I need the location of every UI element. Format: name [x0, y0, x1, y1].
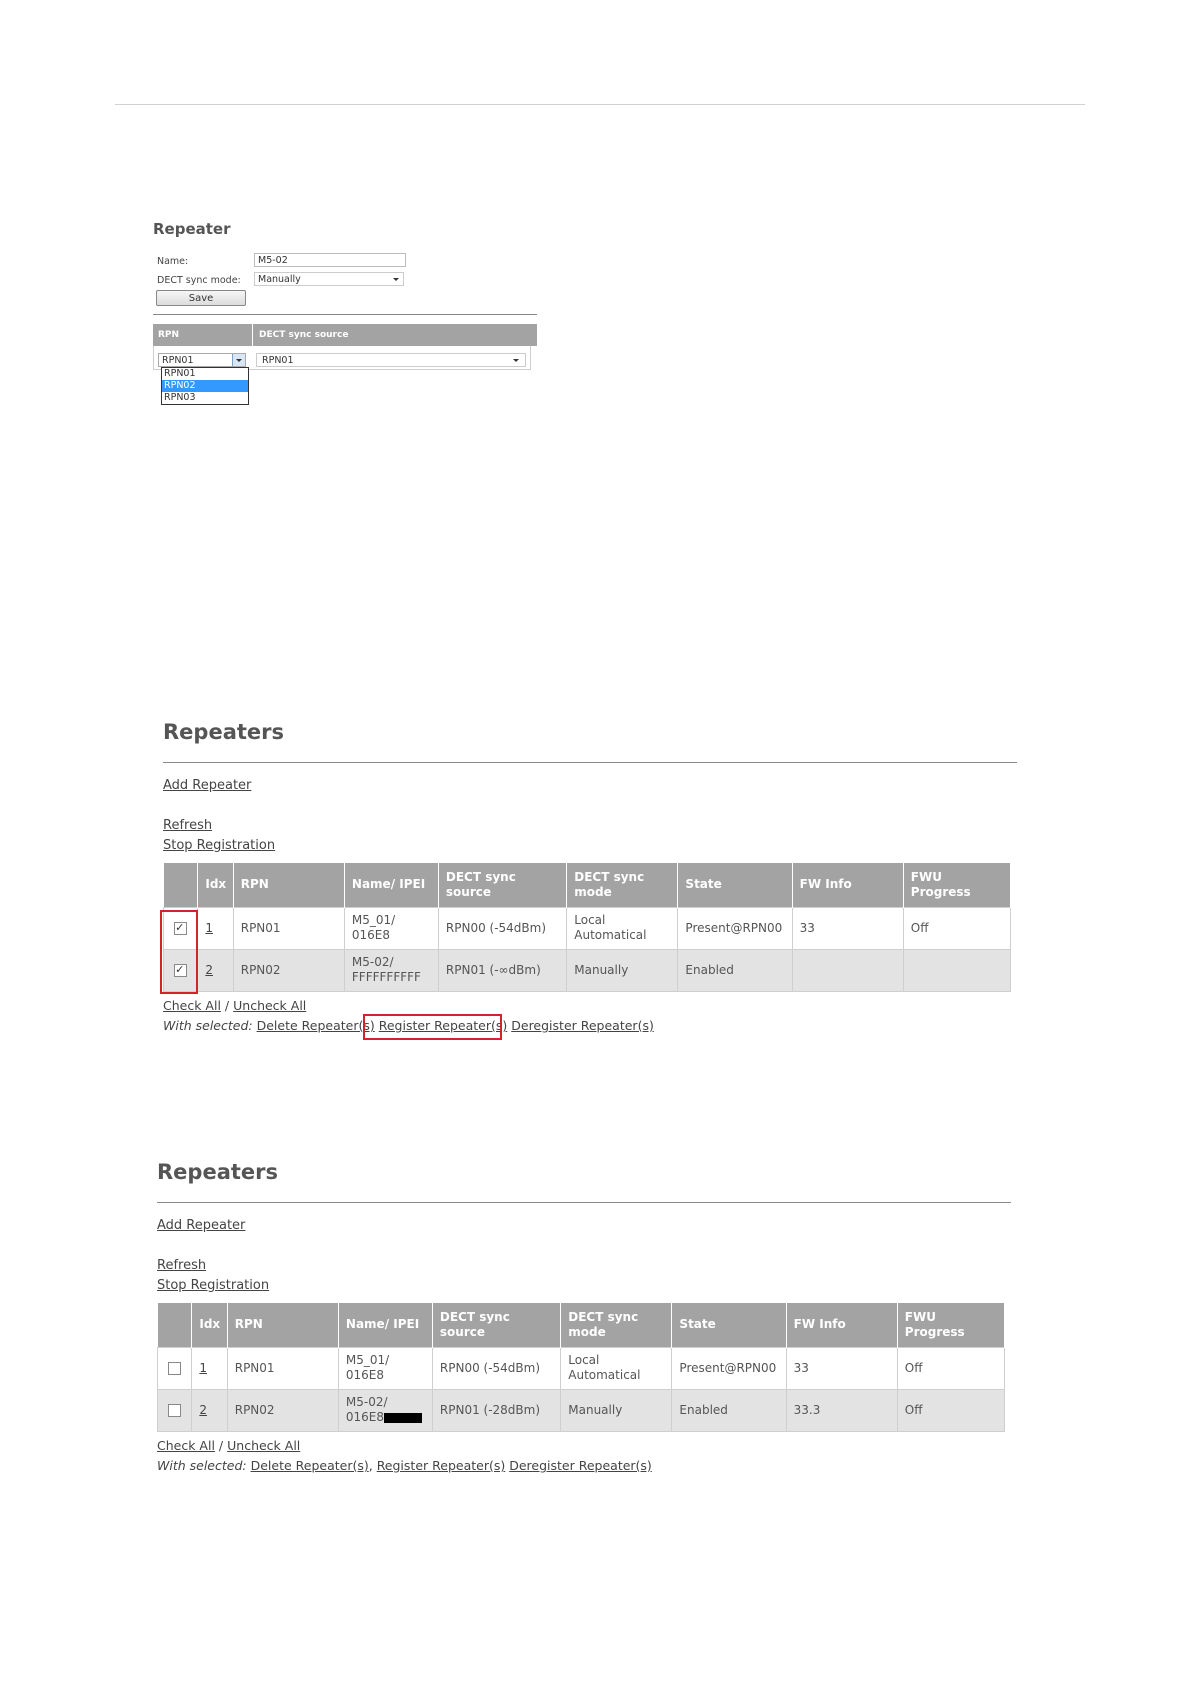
sync-source-cell: RPN00 (-54dBm)	[432, 1347, 560, 1389]
column-header-rpn: RPN	[153, 324, 253, 346]
state-cell: Present@RPN00	[672, 1347, 786, 1389]
repeater-edit-panel	[153, 220, 553, 420]
column-header-fwu-progress: FWU Progress	[903, 863, 1010, 907]
repeaters-table	[163, 863, 1011, 992]
bulk-actions-bar: With selected: Delete Repeater(s), Register Repeater(s) Deregister Repeater(s)	[157, 1458, 652, 1473]
column-header-sync-mode: DECT sync mode	[561, 1303, 672, 1347]
idx-link[interactable]: 2	[199, 1402, 207, 1417]
register-highlight-box	[363, 1014, 502, 1040]
fwu-progress-cell: Off	[897, 1389, 1004, 1431]
table-row	[158, 1389, 1005, 1431]
fw-info-cell	[792, 949, 903, 991]
check-all-link[interactable]: Check All	[163, 998, 221, 1013]
idx-cell	[198, 907, 233, 949]
idx-cell	[192, 1389, 227, 1431]
name-text: M5_01/	[345, 1353, 390, 1367]
separator: /	[224, 998, 230, 1013]
with-selected-label: With selected:	[163, 1018, 253, 1033]
row-select-cell	[158, 1347, 192, 1389]
table-row	[164, 949, 1011, 991]
idx-link[interactable]: 2	[205, 962, 213, 977]
name-input[interactable]: M5-02	[254, 253, 406, 267]
sync-mode-value: Manually	[258, 274, 301, 285]
fwu-progress-cell: Off	[903, 907, 1010, 949]
table-header-row	[164, 863, 1011, 907]
name-ipei-cell	[344, 949, 438, 991]
column-header-idx: Idx	[198, 863, 233, 907]
state-cell: Enabled	[678, 949, 792, 991]
row-checkbox[interactable]	[168, 1362, 181, 1375]
ipei-text: 016E8	[345, 1368, 385, 1382]
name-text: M5-02/	[351, 955, 394, 969]
state-cell: Enabled	[672, 1389, 786, 1431]
sync-mode-cell: Local Automatical	[561, 1347, 672, 1389]
fw-info-cell: 33	[786, 1347, 897, 1389]
sync-source-select[interactable]	[256, 353, 526, 367]
sync-source-cell: RPN01 (-∞dBm)	[438, 949, 566, 991]
state-cell: Present@RPN00	[678, 907, 792, 949]
column-header-state: State	[672, 1303, 786, 1347]
delete-repeaters-link[interactable]: Delete Repeater(s)	[256, 1018, 375, 1033]
rpn-select[interactable]	[158, 353, 246, 367]
dropdown-option[interactable]: RPN01	[164, 368, 196, 379]
ipei-text: FFFFFFFFFF	[351, 970, 421, 984]
table-header-row	[158, 1303, 1005, 1347]
ipei-text: 016E8	[345, 1410, 385, 1424]
column-header-rpn: RPN	[227, 1303, 338, 1347]
idx-link[interactable]: 1	[205, 920, 213, 935]
sync-mode-cell: Manually	[567, 949, 678, 991]
idx-cell	[198, 949, 233, 991]
title-divider	[163, 762, 1017, 763]
refresh-link[interactable]: Refresh	[157, 1258, 207, 1273]
sync-mode-label: DECT sync mode:	[157, 275, 241, 286]
separator: /	[218, 1438, 224, 1453]
rpn-cell: RPN02	[227, 1389, 338, 1431]
chevron-down-icon	[393, 278, 399, 281]
with-selected-label: With selected:	[157, 1458, 247, 1473]
delete-repeaters-link[interactable]: Delete Repeater(s)	[250, 1458, 369, 1473]
chevron-down-icon	[513, 359, 519, 362]
add-repeater-link[interactable]: Add Repeater	[157, 1218, 246, 1233]
fwu-progress-cell: Off	[897, 1347, 1004, 1389]
dropdown-option[interactable]: RPN03	[164, 392, 196, 403]
rpn-select-value: RPN01	[162, 355, 194, 366]
dropdown-arrow-icon[interactable]	[232, 354, 245, 366]
register-repeaters-link[interactable]: Register Repeater(s)	[376, 1458, 506, 1473]
name-ipei-cell	[338, 1347, 432, 1389]
title-divider	[157, 1202, 1011, 1203]
save-button[interactable]: Save	[156, 290, 246, 306]
sync-source-cell: RPN00 (-54dBm)	[438, 907, 566, 949]
name-ipei-cell	[344, 907, 438, 949]
stop-registration-link[interactable]: Stop Registration	[163, 838, 276, 853]
column-header-idx: Idx	[192, 1303, 227, 1347]
repeaters-panel-result	[157, 1160, 1017, 1480]
rpn-dropdown-list	[161, 367, 249, 405]
panel-title: Repeater	[153, 220, 231, 238]
column-header-select	[158, 1303, 192, 1347]
page-top-divider	[115, 104, 1085, 105]
redaction-block	[384, 1413, 422, 1423]
deregister-repeaters-link[interactable]: Deregister Repeater(s)	[511, 1018, 654, 1033]
name-ipei-cell	[338, 1389, 432, 1431]
row-select-cell	[158, 1389, 192, 1431]
column-header-select	[164, 863, 198, 907]
repeaters-table	[157, 1303, 1005, 1432]
checkbox-highlight-box	[160, 910, 198, 994]
rpn-cell: RPN01	[227, 1347, 338, 1389]
refresh-link[interactable]: Refresh	[163, 818, 213, 833]
sync-source-cell: RPN01 (-28dBm)	[432, 1389, 560, 1431]
column-header-fw-info: FW Info	[786, 1303, 897, 1347]
fw-info-cell: 33.3	[786, 1389, 897, 1431]
sync-mode-cell: Manually	[561, 1389, 672, 1431]
idx-cell	[192, 1347, 227, 1389]
register-repeaters-link[interactable]: Register Repeater(s)	[378, 1018, 508, 1033]
column-header-fwu-progress: FWU Progress	[897, 1303, 1004, 1347]
table-row	[158, 1347, 1005, 1389]
sync-source-value: RPN01	[262, 355, 294, 366]
check-all-bar	[157, 1438, 300, 1453]
repeaters-panel-selected	[163, 720, 1023, 1040]
column-header-state: State	[678, 863, 792, 907]
ipei-text: 016E8	[351, 928, 391, 942]
name-text: M5-02/	[345, 1395, 388, 1409]
column-header-sync-source: DECT sync source	[259, 330, 349, 340]
uncheck-all-link[interactable]: Uncheck All	[227, 1438, 301, 1453]
panel-divider	[153, 314, 537, 315]
check-all-link[interactable]: Check All	[157, 1438, 215, 1453]
uncheck-all-link[interactable]: Uncheck All	[233, 998, 307, 1013]
column-header-name-ipei: Name/ IPEI	[344, 863, 438, 907]
rpn-cell: RPN02	[233, 949, 344, 991]
fw-info-cell: 33	[792, 907, 903, 949]
rpn-cell: RPN01	[233, 907, 344, 949]
name-label: Name:	[157, 256, 189, 267]
name-text: M5_01/	[351, 913, 396, 927]
row-checkbox[interactable]	[168, 1404, 181, 1417]
dropdown-option-highlighted[interactable]: RPN02	[162, 380, 248, 392]
table-row	[164, 907, 1011, 949]
check-all-bar	[163, 998, 306, 1013]
fwu-progress-cell	[903, 949, 1010, 991]
deregister-repeaters-link[interactable]: Deregister Repeater(s)	[509, 1458, 652, 1473]
column-header-name-ipei: Name/ IPEI	[338, 1303, 432, 1347]
page-title: Repeaters	[157, 1160, 278, 1184]
sync-mode-select[interactable]	[254, 272, 404, 286]
column-header-sync-mode: DECT sync mode	[567, 863, 678, 907]
column-header-fw-info: FW Info	[792, 863, 903, 907]
column-header-sync-source: DECT sync source	[432, 1303, 560, 1347]
stop-registration-link[interactable]: Stop Registration	[157, 1278, 270, 1293]
sync-mode-cell: Local Automatical	[567, 907, 678, 949]
rpn-table-header	[153, 324, 537, 346]
column-header-sync-source: DECT sync source	[438, 863, 566, 907]
column-header-rpn: RPN	[233, 863, 344, 907]
page-title: Repeaters	[163, 720, 284, 744]
add-repeater-link[interactable]: Add Repeater	[163, 778, 252, 793]
idx-link[interactable]: 1	[199, 1360, 207, 1375]
